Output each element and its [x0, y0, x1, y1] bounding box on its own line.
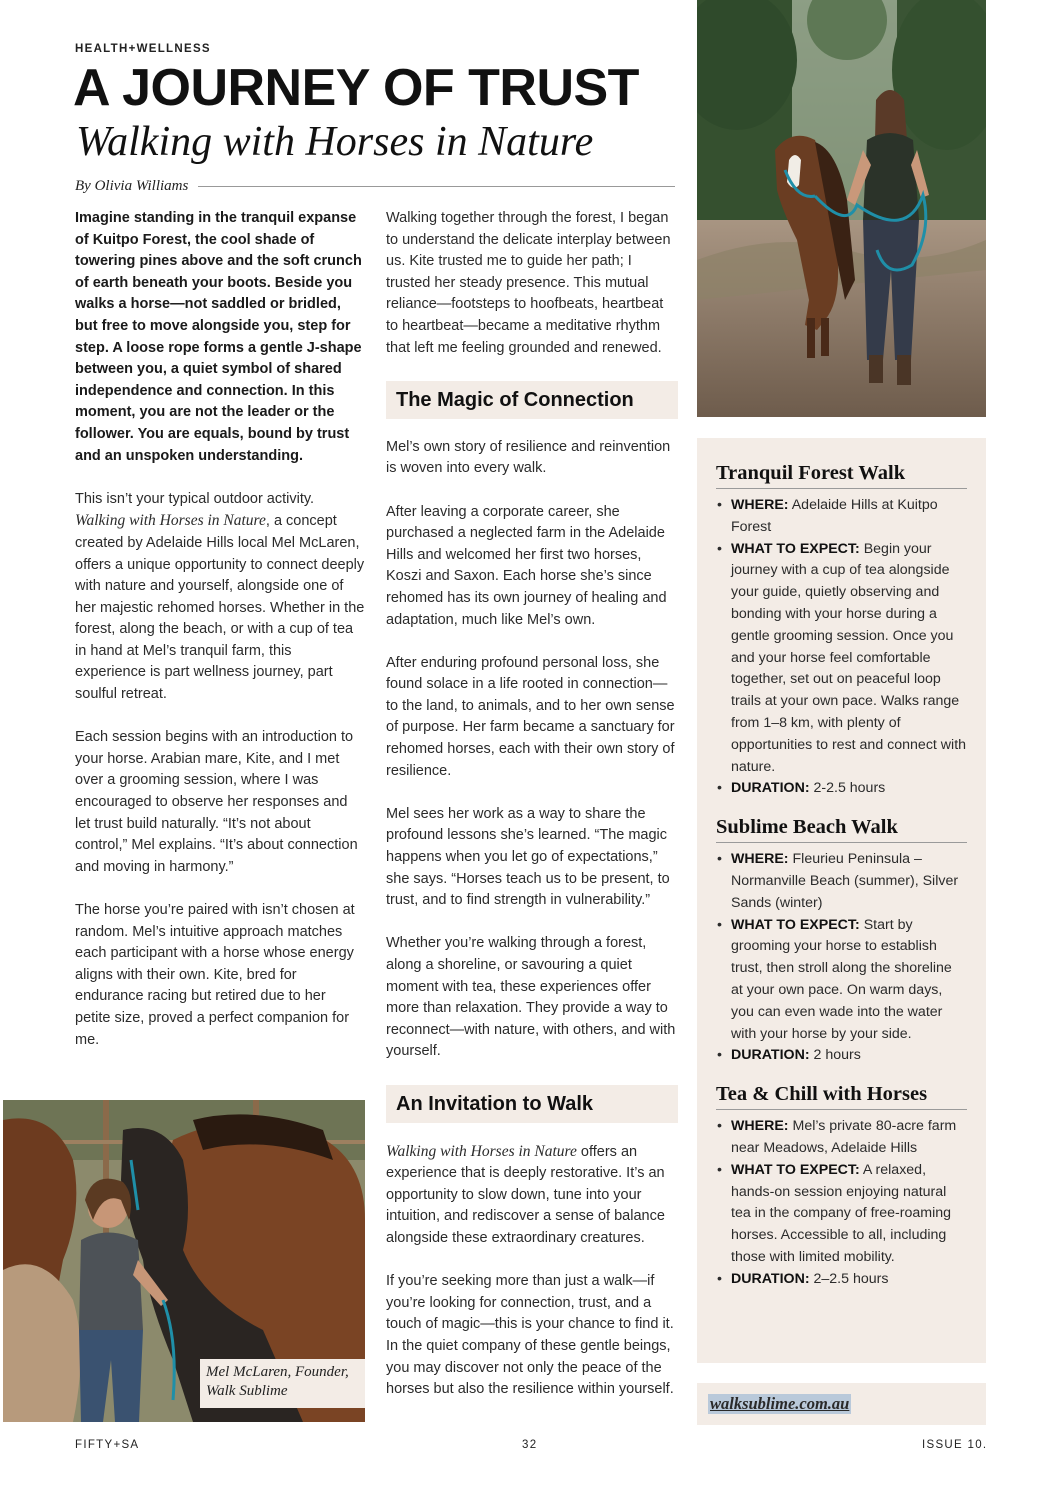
walk-detail-duration [716, 778, 967, 800]
detail-value: Adelaide Hills at Kuitpo Forest [731, 497, 938, 535]
paragraph: Mel sees her work as a way to share the profound lessons she’s learned. “The magic happens when you let go of expectations,” she says. “Horses teach us to be present, to trust, and to find strength in vulnerability.” [386, 805, 670, 909]
caption-line: Mel McLaren, Founder, [206, 1364, 349, 1380]
walk-detail-duration [716, 1045, 967, 1067]
program-name: Walking with Horses in Nature [75, 512, 266, 530]
text-run: offers an experience that is deeply restorative. It’s an opportunity to slow down, tune into your intuition, and rediscover a sense of balance alongside these extraordinary creatures. [386, 1143, 665, 1246]
paragraph: After enduring profound personal loss, she found solace in a life rooted in connection—to the land, to animals, and to her own sense of purpose. Her farm became a sanctuary for rehomed horses, each with their own story of resilience. [386, 654, 675, 779]
paragraph: If you’re seeking more than just a walk—if you’re looking for connection, trust, and a touch of magic—this is your chance to find it. In the quiet company of these gentle beings, you may discover not only the peace of the horses but also the resilience within yourself. [386, 1273, 674, 1398]
program-name: Walking with Horses in Nature [386, 1142, 577, 1160]
walk-detail-where [716, 495, 967, 539]
text-run: , a concept created by Adelaide Hills local Mel McLaren, offers a unique opportunity to connect deeply with nature and yourself, alongside one of her majestic rehomed horses. Whether in the forest, along the beach, or with a cup of tea in hand at Mel’s tranquil farm, this experience is part wellness journey, part soulful retreat. [75, 513, 365, 703]
walk-title: Tranquil Forest Walk [716, 462, 967, 489]
detail-value: Begin your journey with a cup of tea alongside your guide, quietly observing and bonding with your horse during a gentle grooming session. Once you and your horse feel comfortable together, set out on peaceful loop trails at your own pace. Walks range from 1–8 km, with plenty of opportunities to rest and connect with nature. [731, 540, 967, 775]
paragraph: The horse you’re paired with isn’t chosen at random. Mel’s intuitive approach matches each participant with a horse whose energy aligns with their own. Kite, bred for endurance racing but retired due to her petite size, proved a perfect companion for me. [75, 902, 355, 1048]
article-column-1 [75, 208, 365, 1073]
footer-publication: FIFTY+SA [75, 1439, 140, 1451]
detail-label: WHAT TO EXPECT: [731, 1161, 860, 1178]
detail-label: WHERE: [731, 851, 789, 868]
walk-details [716, 495, 967, 800]
byline-row [75, 176, 675, 196]
detail-label: WHAT TO EXPECT: [731, 540, 860, 557]
detail-label: WHERE: [731, 1118, 789, 1135]
walk-details [716, 1116, 967, 1290]
page-number: 32 [522, 1439, 538, 1451]
text-run: This isn’t your typical outdoor activity. [75, 490, 315, 507]
paragraph: After leaving a corporate career, she purchased a neglected farm in the Adelaide Hills and welcomed her first two horses, Koszi and Saxon. Each horse she’s since rehomed has its own journey of healing and adaptation, much like Mel’s own. [386, 503, 667, 628]
detail-label: DURATION: [731, 1270, 810, 1287]
detail-label: DURATION: [731, 1047, 810, 1064]
footer-issue: ISSUE 10. [922, 1439, 988, 1451]
walks-list [716, 462, 967, 1307]
detail-value: 2 hours [813, 1047, 861, 1064]
article-subtitle: Walking with Horses in Nature [76, 119, 594, 165]
website-box [697, 1383, 986, 1425]
photo-caption [200, 1359, 365, 1408]
walk-detail-expect [716, 1160, 967, 1269]
section-label: HEALTH+WELLNESS [75, 43, 211, 55]
paragraph [75, 489, 365, 706]
paragraph: Whether you’re walking through a forest, along a shoreline, or savouring a quiet moment with tea, these experiences offer more than relaxation. They provide a way to reconnect—with nature, with others, and with yourself. [386, 935, 676, 1060]
detail-label: DURATION: [731, 780, 810, 797]
forest-walk-photo [697, 0, 986, 417]
subheading-magic: The Magic of Connection [386, 381, 678, 419]
subheading-invitation: An Invitation to Walk [386, 1085, 678, 1123]
walk-detail-where [716, 849, 967, 914]
paragraph: Mel’s own story of resilience and reinvention is woven into every walk. [386, 438, 671, 477]
article-column-2 [386, 208, 678, 1422]
detail-value: 2–2.5 hours [813, 1270, 889, 1287]
detail-value: 2-2.5 hours [813, 780, 886, 797]
walk-detail-duration [716, 1269, 967, 1291]
detail-value: A relaxed, hands-on session enjoying natural tea in the company of free-roaming horses. Accessible to all, including those with limited mobility. [731, 1161, 952, 1265]
walk-title: Tea & Chill with Horses [716, 1083, 967, 1110]
paragraph: Walking together through the forest, I began to understand the delicate interplay between us. Kite trusted me to guide her path; I trusted her steady presence. This mutual reliance—footsteps to hoofbeats, heartbeat to heartbeat—became a meditative rhythm that left me feeling grounded and renewed. [386, 210, 671, 356]
walk-detail-expect [716, 539, 967, 779]
walk-detail-where [716, 1116, 967, 1160]
website-link[interactable]: walksublime.com.au [710, 1394, 850, 1413]
detail-value: Start by grooming your horse to establish trust, then stroll along the shoreline at your own pace. On warm days, you can even wade into the water with your horse by your side. [731, 916, 952, 1042]
walk-details [716, 849, 967, 1067]
article-title: A JOURNEY OF TRUST [73, 59, 639, 117]
paragraph: Each session begins with an introduction to your horse. Arabian mare, Kite, and I met over a grooming session, where I was encouraged to observe her responses and let trust build naturally. “It’s not about control,” Mel explains. “It’s about connection and moving in harmony.” [75, 729, 358, 875]
detail-label: WHERE: [731, 497, 789, 513]
detail-value: Mel’s private 80-acre farm near Meadows, Adelaide Hills [731, 1118, 957, 1156]
walk-detail-expect [716, 915, 967, 1046]
forest-walk-illustration [697, 0, 986, 417]
detail-label: WHAT TO EXPECT: [731, 916, 860, 933]
walks-sidebar [697, 438, 986, 1363]
byline: By Olivia Williams [75, 177, 189, 194]
caption-line: Walk Sublime [206, 1383, 288, 1399]
detail-value: Fleurieu Peninsula – Normanville Beach (summer), Silver Sands (winter) [731, 851, 959, 911]
walk-title: Sublime Beach Walk [716, 816, 967, 843]
byline-rule [198, 186, 675, 187]
paragraph [386, 1141, 678, 1250]
lede-paragraph: Imagine standing in the tranquil expanse of Kuitpo Forest, the cool shade of towering pines above and the soft crunch of earth beneath your boots. Beside you walks a horse—not saddled or bridled, but free to move alongside you, step for step. A loose rope forms a gentle J-shape between you, a quiet symbol of shared independence and connection. In this moment, you are not the leader or the follower. You are equals, bound by trust and an unspoken understanding. [75, 210, 362, 464]
